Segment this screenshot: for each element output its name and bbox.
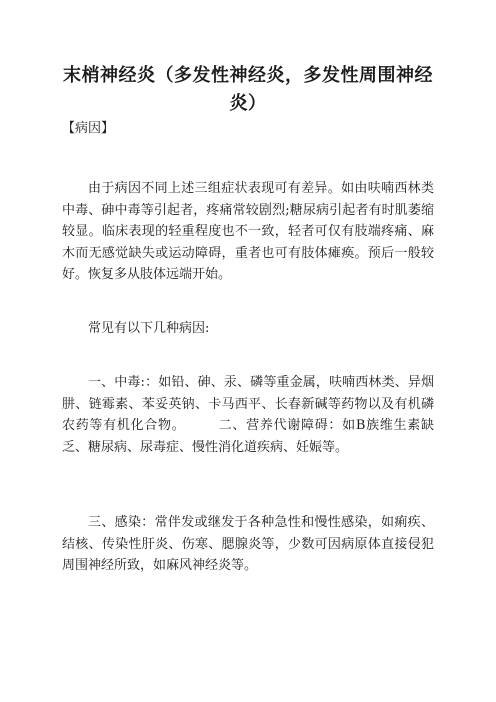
cause-nutrition: 二、营养代谢障碍：如B族维生素缺乏、糖尿病、尿毒症、慢性消化道疾病、妊娠等。	[62, 418, 434, 455]
section-label: 【病因】	[62, 121, 115, 136]
cause-poisoning: 一、中毒:：如铅、砷、汞、磷等重金属，呋喃西林类、异烟肼、链霉素、苯妥英钠、卡马西平、长春新碱等药物以及有机磷农药等有机化合物。	[62, 375, 434, 433]
paragraph-causes-intro: 常见有以下几种病因:	[88, 321, 210, 336]
page-title: 末梢神经炎（多发性神经炎，多发性周围神经炎）	[63, 65, 433, 114]
paragraph-causes-poisoning-nutrition	[62, 372, 434, 458]
paragraph-cause-infection: 三、感染：常伴发或继发于各种急性和慢性感染，如痢疾、结核、传染性肝炎、伤寒、腮腺炎等，少数可因病原体直接侵犯周围神经所致，如麻风神经炎等。	[62, 515, 434, 573]
paragraph-symptom-variation: 由于病因不同上述三组症状表现可有差异。如由呋喃西林类中毒、砷中毒等引起者，疼痛常较剧烈;糖尿病引起者有时肌萎缩较显。临床表现的轻重程度也不一致，轻者可仅有肢端疼痛、麻木而无感觉缺失或运动障碍，重者也可有肢体瘫痪。预后一般较好。恢复多从肢体远端开始。	[62, 181, 434, 282]
